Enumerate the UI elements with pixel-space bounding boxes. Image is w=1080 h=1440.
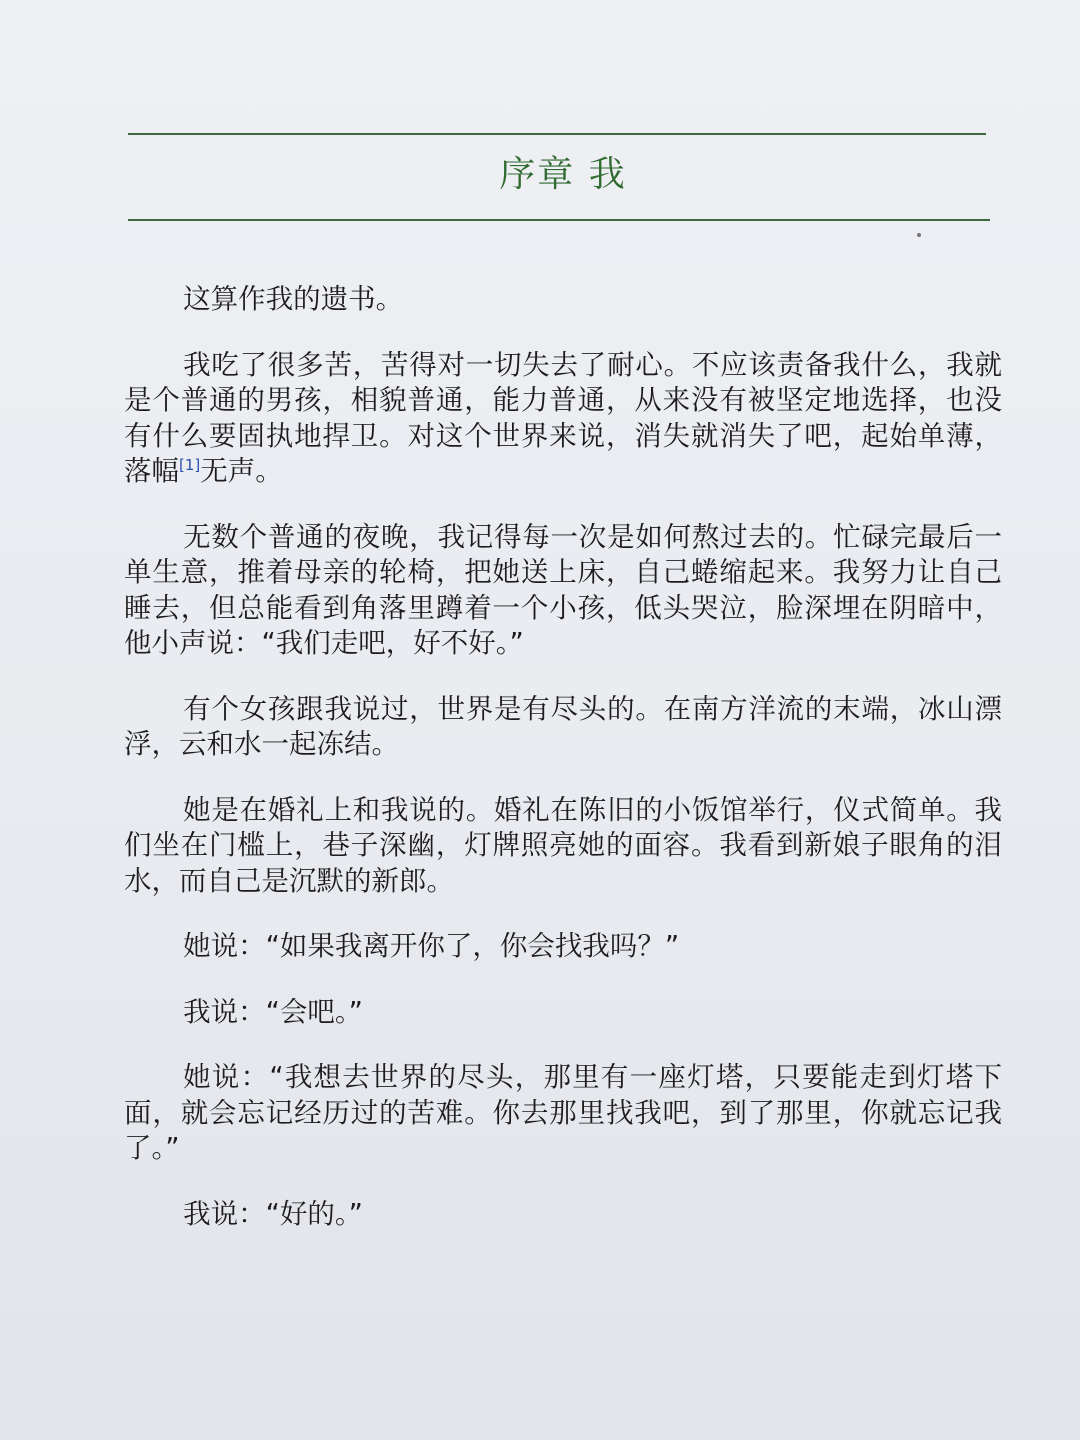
paragraph-2-tail: 无声。 [200,455,283,487]
footnote-link[interactable]: [1] [179,456,201,474]
paragraph-7: 我说：“会吧。” [183,995,363,1028]
paragraph-8: 她说：“我想去世界的尽头，那里有一座灯塔，只要能走到灯塔下面，就会忘记经历过的苦难。你去那里找我吧，到了那里，你就忘记我了。” [124,1061,1002,1164]
chapter-title: 序章 我 [499,154,627,195]
paragraph-9: 我说：“好的。” [183,1197,363,1230]
paragraph-2 [124,348,1002,490]
paragraph-3: 无数个普通的夜晚，我记得每一次是如何熬过去的。忙碌完最后一单生意，推着母亲的轮椅，把她送上床，自己蜷缩起来。我努力让自己睡去，但总能看到角落里蹲着一个小孩，低头哭泣，脸深埋在阴暗中，他小声说：“我们走吧，好不好。” [124,520,1002,659]
paragraph-1: 这算作我的遗书。 [183,283,404,315]
page-speck [917,233,921,237]
paragraph-4: 有个女孩跟我说过，世界是有尽头的。在南方洋流的末端，冰山漂浮，云和水一起冻结。 [124,692,1002,760]
title-top-rule [128,133,986,135]
chapter-body [124,282,1002,1262]
paragraph-6: 她说：“如果我离开你了，你会找我吗？” [183,930,680,962]
title-bottom-rule [128,219,990,221]
paragraph-5: 她是在婚礼上和我说的。婚礼在陈旧的小饭馆举行，仪式简单。我们坐在门槛上，巷子深幽，灯牌照亮她的面容。我看到新娘子眼角的泪水，而自己是沉默的新郎。 [124,793,1002,897]
paragraph-2-text: 我吃了很多苦，苦得对一切失去了耐心。不应该责备我什么，我就是个普通的男孩，相貌普通，能力普通，从来没有被坚定地选择，也没有什么要固执地捍卫。对这个世界来说，消失就消失了吧，起始单薄，落幅 [124,348,1002,487]
